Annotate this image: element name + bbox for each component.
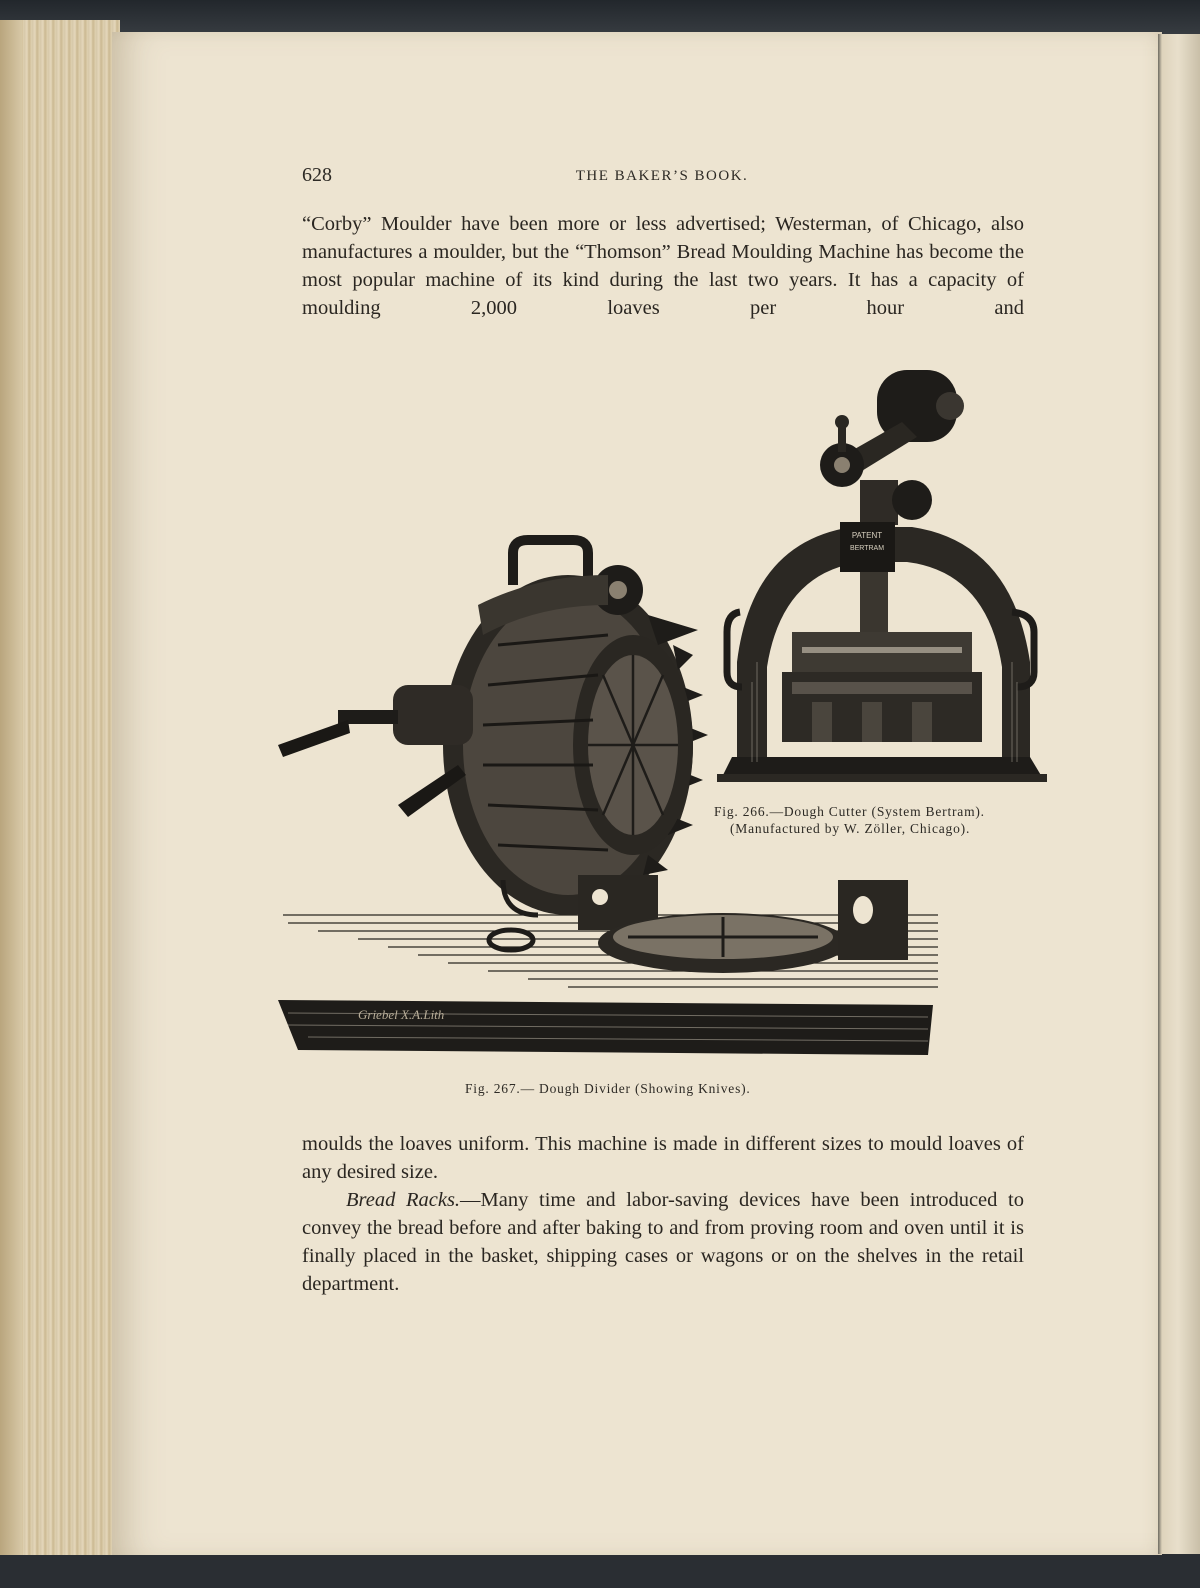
book-cover-bottom-edge xyxy=(0,1555,1200,1588)
page-number: 628 xyxy=(302,164,332,186)
fig-266-caption-line-1: Fig. 266.—Dough Cutter (System Bertram). xyxy=(714,804,985,819)
bread-racks-text: —Many time and labor-saving devices have been introduced to convey the bread before and after baking to and from proving room and oven until it is finally placed in the basket, shipping cases or wagons or on the shelves in the retail department. xyxy=(302,1189,1024,1295)
page-header xyxy=(302,164,1022,194)
svg-text:BERTRAM: BERTRAM xyxy=(849,545,885,552)
paragraph-bottom-2 xyxy=(302,1186,1024,1298)
bread-racks-heading: Bread Racks. xyxy=(346,1189,461,1211)
running-head: THE BAKER’S BOOK. xyxy=(575,168,749,184)
engraver-signature: Griebel X.A.Lith xyxy=(358,1007,445,1022)
dough-divider-illustration xyxy=(278,535,948,1070)
fig-267-caption: Fig. 267.— Dough Divider (Showing Knives). xyxy=(465,1081,751,1096)
svg-text:PATENT: PATENT xyxy=(851,531,883,540)
paragraph-top: “Corby” Moulder have been more or less advertised; Westerman, of Chicago, also manufactures a moulder, but the “Thomson” Bread Moulding Machine has become the most popular machine of its kind during the last two years. It has a capacity of moulding 2,000 loaves per hour and xyxy=(302,213,1024,319)
facing-page-edge xyxy=(1158,34,1200,1554)
fig-266-caption-line-2: (Manufactured by W. Zöller, Chicago). xyxy=(730,821,971,836)
paragraph-bottom-1: moulds the loaves uniform. This machine is made in different sizes to mould loaves of any desired size. xyxy=(302,1133,1024,1183)
page-stack-left xyxy=(0,20,120,1565)
